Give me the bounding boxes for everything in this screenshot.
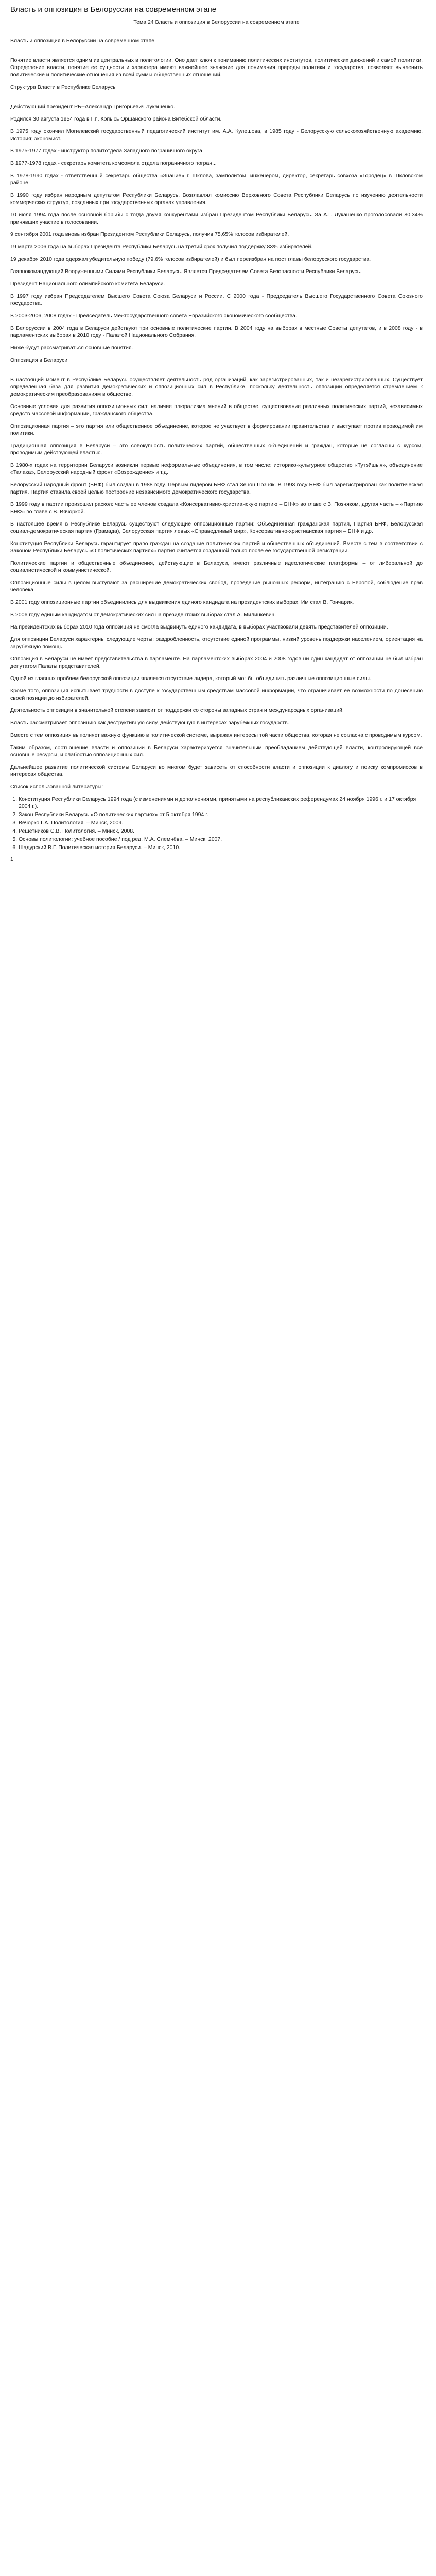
reference-item: 4. Решетников С.В. Политология. – Минск, 2008. — [19, 827, 423, 835]
paragraph: Деятельность оппозиции в значительной степени зависит от поддержки со стороны западных стран и международных организаций. — [10, 707, 344, 714]
paragraph: Политические партии и общественные объединения, действующие в Беларуси, имеют различные идеологические платформы – от либеральной до социалистической и коммунистической. — [10, 560, 423, 573]
section-parties-intro — [10, 325, 423, 351]
paragraph: Родился 30 августа 1954 года в Г.п. Копысь Оршанского района Витебской области. — [10, 116, 222, 122]
paragraph: Действующий президент РБ--Александр Григорьевич Лукашенко. — [10, 104, 175, 110]
paragraph: Понятие власти является одним из центральных в политологии. Оно дает ключ к пониманию политических институтов, политических движений и самой политики. Определение власти, понятие ее сущности и характера имеют важнейшее значение для понимания природы политики и государства, позволяет вычленить политические и политические отношения из всей суммы общественных отношений. — [10, 57, 423, 78]
paragraph: В 2001 году оппозиционные партии объединились для выдвижения единого кандидата на президентских выборах. Им стал В. Гончарик. — [10, 599, 354, 605]
document-title: Власть и оппозиция в Белоруссии на современном этапе — [10, 5, 217, 14]
page-number: 1 — [10, 856, 13, 862]
paragraph: В 2003-2006, 2008 годах - Председатель Межгосударственного совета Евразийского экономического сообщества. — [10, 313, 297, 319]
paragraph: Вместе с тем оппозиция выполняет важную функцию в политической системе, выражая интересы той части общества, которая не согласна с проводимым курсом. — [10, 732, 422, 738]
paragraph: Одной из главных проблем белорусской оппозиции является отсутствие лидера, который мог бы объединить различные оппозиционные силы. — [10, 675, 371, 682]
paragraph: Дальнейшее развитие политической системы Беларуси во многом будет зависеть от способности власти и оппозиции к диалогу и поиску компромиссов в интересах общества. — [10, 764, 423, 777]
paragraph: Президент Национального олимпийского комитета Беларуси. — [10, 281, 165, 287]
paragraph: В 1975 году окончил Могилевский государственный педагогический институт им. А.А. Кулешова, в 1985 году - Белорусскую сельскохозяйственную академию. История; экономист. — [10, 128, 423, 142]
paragraph: В Белоруссии в 2004 года в Беларуси действуют три основные политические партии. В 2004 году на выборах в местные Советы депутатов, и в 2008 году - в парламентских выборах в 2010 году - Палатой Национального Собрания. — [10, 325, 423, 338]
paragraph: Для оппозиции Беларуси характерны следующие черты: раздробленность, отсутствие единой программы, низкий уровень поддержки населением, ориентация на зарубежную помощь. — [10, 636, 423, 650]
references-heading: Список использованной литературы: — [10, 784, 103, 790]
section-heading-opposition: Оппозиция в Беларуси — [10, 357, 68, 363]
paragraph: 19 декабря 2010 года одержал убедительную победу (79,6% голосов избирателей) и был переизбран на пост главы белорусского государства. — [10, 256, 371, 262]
reference-item: 5. Основы политологии: учебное пособие / под ред. М.А. Слемнёва. – Минск, 2007. — [19, 836, 423, 843]
paragraph: Конституция Республики Беларусь гарантирует право граждан на создание политических партий и общественных объединений. Вместе с тем в соответствии с Законом Республики Беларусь «О политических партиях» партия считается созданной только после ее государственной регистрации. — [10, 540, 423, 554]
paragraph: 9 сентября 2001 года вновь избран Президентом Республики Беларусь, получив 75,65% голосов избирателей. — [10, 231, 289, 238]
paragraph: Таким образом, соотношение власти и оппозиции в Беларуси характеризуется значительным преобладанием действующей власти, контролирующей все основные ресурсы, и слабостью оппозиционных сил. — [10, 744, 423, 758]
paragraph: На президентских выборах 2010 года оппозиция не смогла выдвинуть единого кандидата, в выборах участвовали девять представителей оппозиции. — [10, 624, 388, 630]
paragraph: В 2006 году единым кандидатом от демократических сил на президентских выборах стал А. Милинкевич. — [10, 612, 276, 618]
paragraph: Основные условия для развития оппозиционных сил: наличие плюрализма мнений в обществе, существование различных политических партий, независимых средств массовой информации, гражданского общества. — [10, 403, 423, 417]
paragraph: В 1978-1990 годах - ответственный секретарь общества «Знание» г. Шклова, замполитом, инженером, директор, секретарь совхоза «Городец» в Шкловском районе. — [10, 173, 423, 186]
paragraph: В 1980-х годах на территории Беларуси возникли первые неформальные объединения, в том числе: историко-культурное общество «Тутэйшыя», объединение «Талака», Белорусский народный фронт «Возрождение» и т.д. — [10, 462, 423, 476]
section-conclusion — [10, 744, 423, 778]
section-heading-power-structure: Структура Власти в Республике Беларусь — [10, 84, 116, 90]
section-intro — [10, 57, 423, 78]
section-heading-power-opposition: Власть и оппозиция в Белоруссии на современном этапе — [10, 38, 155, 44]
section-president — [10, 103, 423, 187]
section-opposition-history — [10, 462, 423, 535]
section-president-career — [10, 192, 423, 319]
document-subtitle: Тема 24 Власть и оппозиция в Белоруссии на современном этапе — [133, 19, 300, 25]
paragraph: В 1997 году избран Председателем Высшего Совета Союза Беларуси и России. С 2000 года - Председатель Высшего Государственного Совета Союзного государства. — [10, 293, 423, 307]
paragraph: Оппозиция в Беларуси не имеет представительства в парламенте. На парламентских выборах 2004 и 2008 годов ни один кандидат от оппозиции не был избран депутатом Палаты представителей. — [10, 656, 423, 669]
section-opposition-basics — [10, 376, 423, 456]
reference-item: 6. Шадурский В.Г. Политическая история Беларуси. – Минск, 2010. — [19, 844, 423, 851]
section-opposition-legal — [10, 540, 423, 631]
document-page — [0, 0, 436, 862]
paragraph: В 1990 году избран народным депутатом Республики Беларусь. Возглавлял комиссию Верховного Совета Республики Беларусь по изучению деятельности коммерческих структур, созданных при государственных органах управления. — [10, 192, 423, 206]
reference-item: 2. Закон Республики Беларусь «О политических партиях» от 5 октября 1994 г. — [19, 811, 423, 818]
reference-item: 1. Конституция Республики Беларусь 1994 года (с изменениями и дополнениями, принятыми на республиканских референдумах 24 ноября 1996 г. и 17 октября 2004 г.). — [19, 795, 423, 810]
paragraph: 10 июля 1994 года после основной борьбы с тогда двумя конкурентами избран Президентом Республики Беларусь. За А.Г. Лукашенко проголосовали 80,34% принявших участие в голосовании. — [10, 212, 423, 225]
paragraph: Традиционная оппозиция в Беларуси – это совокупность политических партий, общественных объединений и граждан, которые не согласны с курсом, проводимым действующей властью. — [10, 443, 423, 456]
paragraph: Оппозиционные силы в целом выступают за расширение демократических свобод, проведение рыночных реформ, интеграцию с Европой, соблюдение прав человека. — [10, 580, 423, 593]
references-list — [10, 795, 423, 851]
section-opposition-traits — [10, 636, 423, 739]
paragraph: Главнокомандующий Вооруженными Силами Республики Беларусь. Является Председателем Совета Безопасности Республики Беларусь. — [10, 268, 362, 275]
paragraph: 19 марта 2006 года на выборах Президента Республики Беларусь на третий срок получил поддержку 83% избирателей. — [10, 244, 313, 250]
paragraph: Ниже будут рассматриваться основные понятия. — [10, 345, 133, 351]
paragraph: В 1999 году в партии произошел раскол: часть ее членов создала «Консервативно-христианскую партию – БНФ» во главе с З. Позняком, другая часть – «Партию БНФ» во главе с В. Вячоркой. — [10, 501, 423, 515]
paragraph: Власть рассматривает оппозицию как деструктивную силу, действующую в интересах зарубежных государств. — [10, 720, 289, 726]
paragraph: Белорусский народный фронт (БНФ) был создан в 1988 году. Первым лидером БНФ стал Зенон Позняк. В 1993 году БНФ был зарегистрирован как политическая партия. Партия ставила своей целью построение независимого демократического государства. — [10, 482, 423, 495]
paragraph: В 1977-1978 годах - секретарь комитета комсомола отдела пограничного погран... — [10, 160, 217, 166]
paragraph: В настоящий момент в Республике Беларусь осуществляет деятельность ряд организаций, как зарегистрированных, так и незарегистрированных. Существует определенная база для развития демократических и оппозиционных сил в Республике, поскольку деятельность оппозиции определяется стремлением к демократическим преобразованиям в обществе. — [10, 377, 423, 397]
paragraph: Оппозиционная партия – это партия или общественное объединение, которое не участвует в формировании правительства и выступает против проводимой им политики. — [10, 423, 423, 436]
reference-item: 3. Вечорко Г.А. Политология. – Минск, 2009. — [19, 819, 423, 826]
paragraph: В настоящее время в Республике Беларусь существуют следующие оппозиционные партии: Объединенная гражданская партия, Партия БНФ, Белорусская социал-демократическая партия (Грамада), Белорусская партия левых «Справедливый мир», Консервативно-христианская партия – БНФ и др. — [10, 521, 423, 534]
references-section — [10, 783, 423, 851]
paragraph: В 1975-1977 годах - инструктор политотдела Западного пограничного округа. — [10, 148, 204, 154]
paragraph: Кроме того, оппозиция испытывает трудности в доступе к государственным средствам массовой информации, что ограничивает ее возможности по донесению своей позиции до избирателей. — [10, 688, 423, 701]
